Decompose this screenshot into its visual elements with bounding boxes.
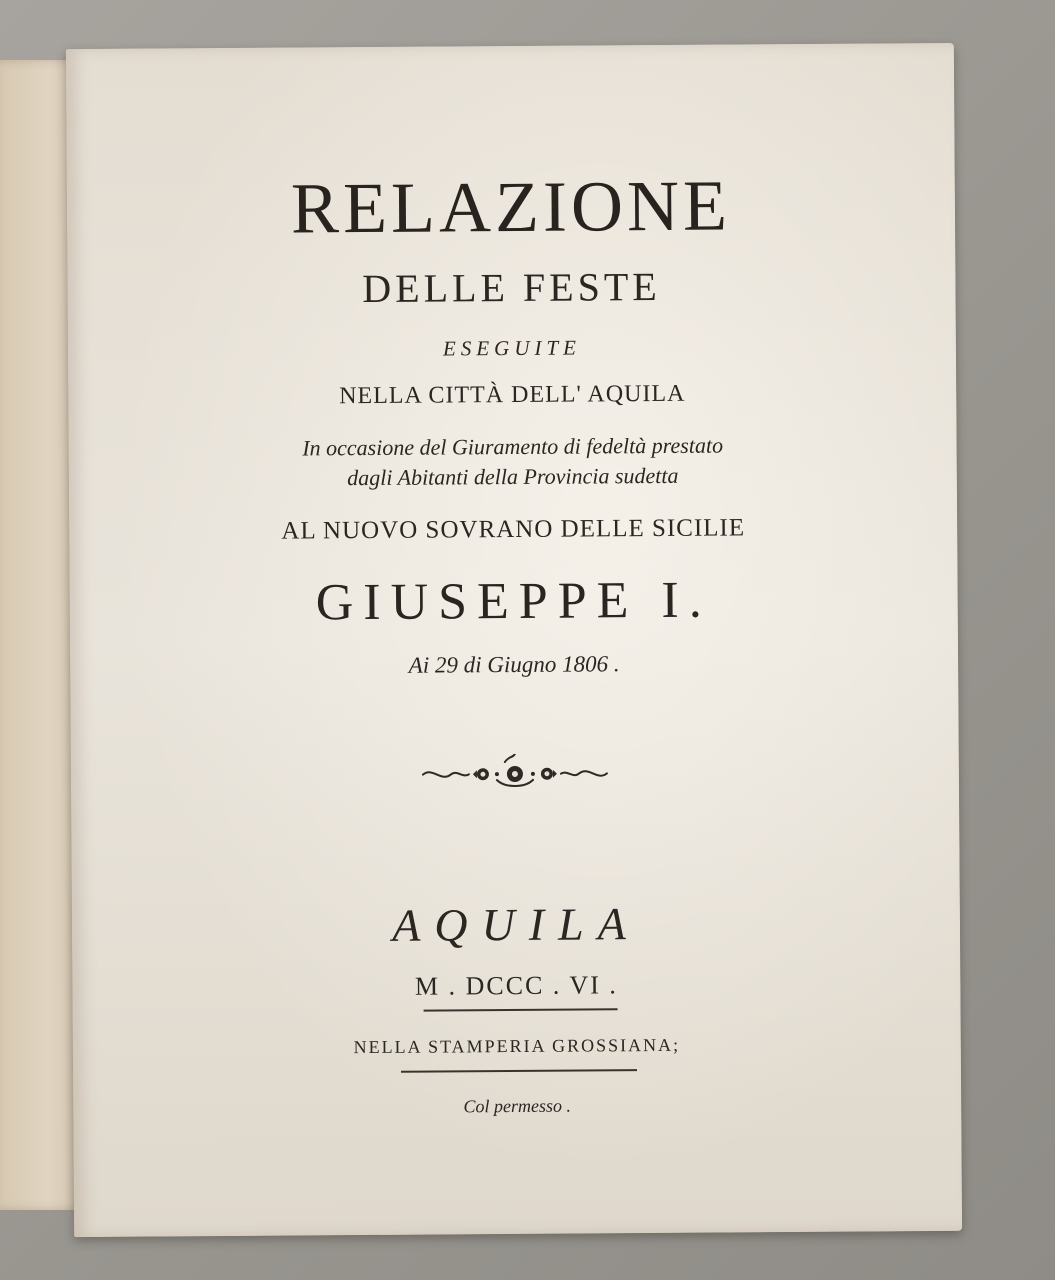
imprint-rule	[401, 1069, 637, 1073]
sovereign-name: GIUSEPPE I.	[315, 571, 712, 632]
imprint-year: M . DCCC . VI .	[414, 970, 618, 1001]
eseguite-line: ESEGUITE	[442, 335, 582, 361]
imprint-printer: NELLA STAMPERIA GROSSIANA;	[353, 1034, 681, 1058]
sovereign-line: AL NUOVO SOVRANO DELLE SICILIE	[281, 514, 746, 545]
year-underline	[424, 1008, 618, 1011]
document-title: RELAZIONE	[290, 165, 732, 249]
date-line: Ai 29 di Giugno 1806 .	[408, 651, 620, 678]
imprint-place: AQUILA	[392, 898, 640, 951]
occasion-line-1: In occasione del Giuramento di fedeltà prestato	[302, 432, 724, 461]
floral-vignette-icon	[417, 753, 613, 794]
title-page	[66, 43, 962, 1237]
city-line: NELLA CITTÀ DELL' AQUILA	[339, 380, 686, 410]
occasion-line-2: dagli Abitanti della Provincia sudetta	[347, 462, 679, 491]
document-subtitle: DELLE FESTE	[362, 263, 661, 312]
permission-line: Col permesso .	[463, 1095, 572, 1117]
